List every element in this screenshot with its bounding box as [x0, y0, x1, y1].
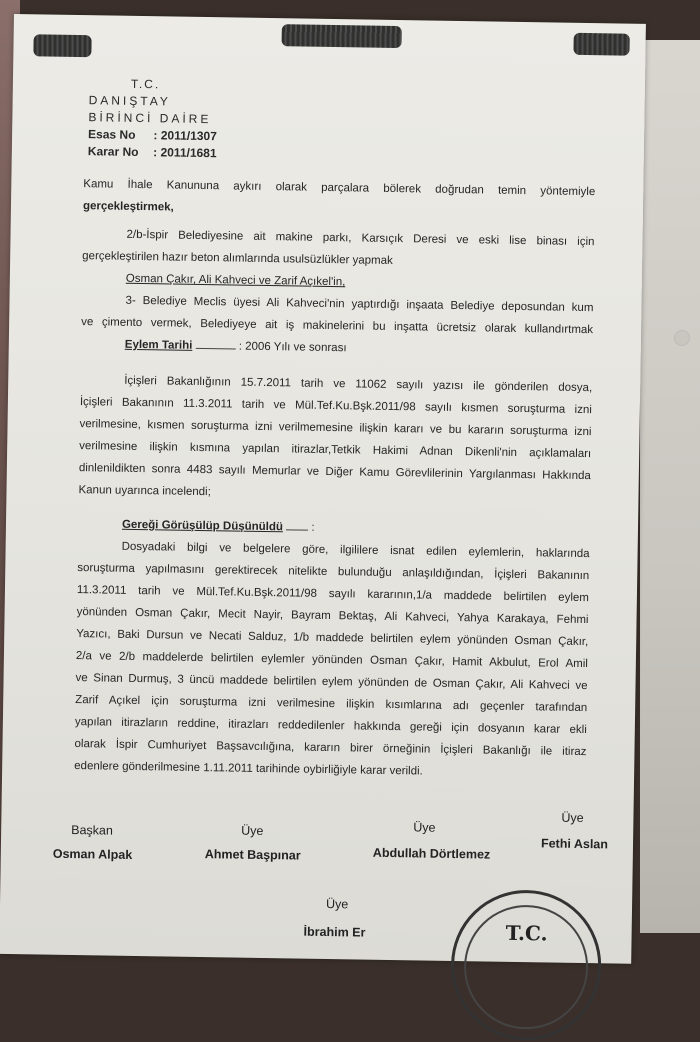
- signature-role: Üye: [561, 810, 584, 826]
- karar-value: : 2011/1681: [153, 145, 217, 161]
- text-line: ve Sinan Durmuş, 3 üncü maddede belirtilen eylem yönünden de Osman Çakır, Ali Kahveci ve: [75, 672, 588, 693]
- text-line: Yazıcı, Baki Dursun ve Necati Salduz, 1/b maddede belirtilen eylem yönünden Osman Çakır,: [76, 628, 589, 649]
- text-line: 2/b-İspir Belediyesine ait makine parkı, Karsıçık Deresi ve eski lise binası için: [126, 228, 595, 249]
- eylem-label: Eylem Tarihi: [124, 338, 193, 352]
- text-line: olarak İspir Cumhuriyet Başsavcılığına, kararın birer örneğinin İçişleri Bakanlığı ile itiraz: [74, 738, 587, 759]
- signature-name: Fethi Aslan: [540, 836, 609, 852]
- text-line: yapılan itirazların reddine, itirazları reddedilenler hakkında gereği için dosyanın karar ekli: [74, 716, 587, 737]
- text-line: İçişleri Bakanının 11.3.2011 tarih ve Mül.Tef.Ku.Bşk.2011/98 sayılı kısmen soruşturma izni: [79, 396, 592, 417]
- esas-label: Esas No: [88, 127, 136, 142]
- text-line: verilmesine ilişkin kısmına yapılan itirazlar,Tetkik Hakimi Adnan Dikenli'nin açıklamaları: [79, 440, 592, 461]
- karar-row: [88, 143, 217, 162]
- redaction-mark: [33, 34, 91, 57]
- signature-name: Abdullah Dörtlemez: [372, 845, 491, 862]
- text-line: 2/a ve 2/b maddelerde belirtilen eylemler yönünden Osman Çakır, Hamit Akbulut, Erol Amil: [75, 650, 588, 671]
- text-line: yönünden Osman Çakır, Mecit Nayir, Bayram Bektaş, Ali Kahveci, Yahya Karakaya, Fehmi: [76, 606, 589, 627]
- text-line: dinlenildikten sonra 4483 sayılı Memurlar ve Diğer Kamu Görevlilerinin Yargılanması Hakkında: [78, 462, 591, 483]
- text-line: İçişleri Bakanlığının 15.7.2011 tarih ve 11062 sayılı yazısı ile gönderilen dosya,: [124, 374, 593, 395]
- text-line: soruşturma yapılmasını gerektirecek nitelikte bulunduğu anlaşıldığından, İçişleri Bakanının: [77, 562, 590, 583]
- esas-row: [88, 126, 217, 145]
- document-header: [88, 75, 218, 162]
- document-page: [0, 14, 646, 964]
- seal-inner-ring: [463, 904, 589, 1030]
- esas-value: : 2011/1307: [153, 128, 217, 144]
- redaction-mark: [282, 24, 402, 48]
- text-line: Kamu İhale Kanununa aykırı olarak parçalara bölerek doğrudan temin yöntemiyle: [83, 178, 596, 199]
- text-line: verilmesine, kısmen soruşturma izni verilmemesine ilişkin kararı ve bu kararın soruşturma izni: [79, 418, 592, 439]
- official-seal: [450, 889, 602, 1041]
- signature-role: Üye: [325, 897, 349, 912]
- text-line: gerçekleştirmek,: [82, 200, 174, 214]
- signature-role: Üye: [241, 823, 264, 839]
- chamber-name: BİRİNCİ DAİRE: [88, 110, 212, 127]
- signature-name: İbrahim Er: [303, 924, 366, 940]
- punch-hole: [674, 330, 690, 346]
- text-line: Kanun uyarınca incelendi;: [78, 484, 211, 499]
- section-heading-colon: :: [311, 521, 315, 534]
- seal-text: T.C.: [505, 920, 548, 946]
- signature-role: Başkan: [71, 822, 113, 838]
- text-line: 3- Belediye Meclis üyesi Ali Kahveci'nin yaptırdığı inşaata Belediye deposundan kum: [125, 294, 594, 315]
- signature-name: Osman Alpak: [52, 846, 133, 862]
- document-body: [74, 173, 595, 785]
- signature-name: Ahmet Başpınar: [204, 847, 301, 863]
- section-heading: Gereği Görüşülüp Düşünüldü: [121, 518, 284, 534]
- signature-role: Üye: [413, 820, 436, 835]
- text-line: ve çimento vermek, Belediyeye ait iş makinelerini bu inşatta ücretsiz olarak kullandırtmak: [81, 316, 594, 337]
- text-line: gerçekleştirilen hazır beton alımlarında usulsüzlükler yapmak: [82, 250, 393, 267]
- eylem-value: : 2006 Yılı ve sonrası: [238, 340, 347, 355]
- redaction-mark: [573, 33, 629, 56]
- background-right-page: [640, 40, 700, 933]
- text-line: 11.3.2011 tarih ve Mül.Tef.Ku.Bşk.2011/98 sayılı kararının,1/a maddede belirtilen eylem: [76, 584, 589, 605]
- court-name: DANIŞTAY: [88, 93, 171, 109]
- text-line: edenlere gönderilmesine 1.11.2011 tarihinde oybirliğiyle karar verildi.: [74, 760, 423, 778]
- karar-label: Karar No: [87, 144, 139, 159]
- text-line: Osman Çakır, Ali Kahveci ve Zarif Açıkel'in,: [125, 272, 346, 289]
- text-line: Dosyadaki bilgi ve belgelere göre, ilgililere isnat edilen eylemlerin, haklarında: [121, 540, 590, 561]
- header-tc: T.C.: [130, 76, 161, 92]
- text-line: Zarif Açıkel için soruşturma izni verilmesine ilişkin kısımlarına adı geçenler tarafından: [75, 694, 588, 715]
